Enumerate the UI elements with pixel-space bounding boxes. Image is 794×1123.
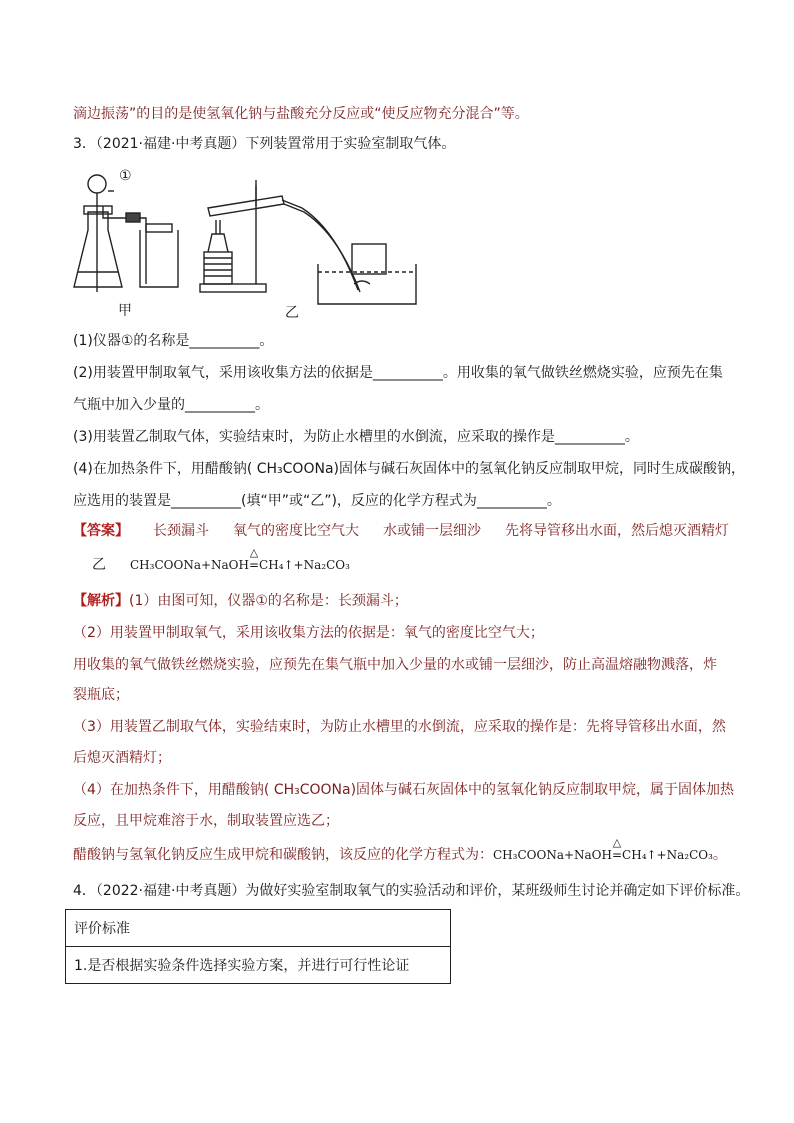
- table-row: [66, 910, 451, 947]
- answer-2: 氧气的密度比空气大: [233, 523, 359, 539]
- analysis-line-4: 裂瓶底；: [73, 687, 129, 703]
- fig-label-yi: 乙: [285, 305, 299, 321]
- analysis-line-3: 用收集的氧气做铁丝燃烧实验，应预先在集气瓶中加入少量的水或铺一层细沙，防止高温熔融物溅落，炸: [73, 657, 717, 673]
- equation-left: CH₃COONa+NaOH: [130, 558, 249, 572]
- analysis-line-5: （3）用装置乙制取气体，实验结束时，为防止水槽里的水倒流，应采取的操作是：先将导管移出水面，然: [73, 719, 726, 735]
- q3-part4-line1: (4)在加热条件下，用醋酸钠( CH₃COONa)固体与碱石灰固体中的氢氧化钠反应制取甲烷，同时生成碳酸钠，: [73, 461, 745, 477]
- analysis-heat-condition: △: [612, 836, 622, 849]
- analysis-label: 【解析】: [73, 593, 129, 609]
- heat-condition: △: [249, 546, 259, 559]
- answer-1: 长颈漏斗: [153, 523, 209, 539]
- criteria-table: [65, 909, 451, 984]
- answer-4: 先将导管移出水面，然后熄灭酒精灯: [505, 523, 729, 539]
- equation-right: CH₄↑+Na₂CO₃: [259, 558, 350, 572]
- analysis-equation-right: CH₄↑+Na₂CO₃: [622, 848, 713, 862]
- q3-part2-line1: (2)用装置甲制取氧气，采用该收集方法的依据是__________。用收集的氧气做铁丝燃烧实验，应预先在集: [73, 365, 723, 381]
- analysis-line-6: 后熄灭酒精灯；: [73, 750, 171, 766]
- analysis-line-7: （4）在加热条件下，用醋酸钠( CH₃COONa)固体与碱石灰固体中的氢氧化钠反应制取甲烷，属于固体加热: [73, 782, 735, 798]
- analysis-text-9: 醋酸钠与氢氧化钠反应生成甲烷和碳酸钠，该反应的化学方程式为：: [73, 847, 493, 863]
- table-cell: 评价标准: [66, 910, 451, 947]
- analysis-line-2: （2）用装置甲制取氧气，采用该收集方法的依据是：氧气的密度比空气大；: [73, 625, 544, 641]
- table-cell: 1.是否根据实验条件选择实验方案，并进行可行性论证: [66, 947, 451, 984]
- question-3-header: 3．（2021·福建·中考真题）下列装置常用于实验室制取气体。: [73, 136, 456, 152]
- analysis-end-mark: 。: [712, 847, 727, 863]
- analysis-text-1: (1）由图可知，仪器①的名称是：长颈漏斗；: [129, 593, 408, 609]
- analysis-line-9: 醋酸钠与氢氧化钠反应生成甲烷和碳酸钠，该反应的化学方程式为：CH₃COONa+NaOH= △ CH₄↑+Na₂CO₃。: [73, 845, 727, 865]
- analysis-line-8: 反应，且甲烷难溶于水，制取装置应选乙；: [73, 813, 339, 829]
- answer-3: 水或铺一层细沙: [383, 523, 481, 539]
- apparatus-figure: [70, 168, 430, 326]
- answer-line: [73, 521, 729, 541]
- text-line: 滴边振荡”的目的是使氢氧化钠与盐酸充分反应或“使反应物充分混合”等。: [73, 106, 529, 122]
- analysis-equation-left: CH₃COONa+NaOH: [493, 848, 612, 862]
- answer-5: 乙: [92, 557, 106, 573]
- q3-part4-line2: 应选用的装置是__________(填“甲”或“乙”)，反应的化学方程式为__________。: [73, 493, 561, 509]
- q3-part2-line2: 气瓶中加入少量的__________。: [73, 397, 269, 413]
- answer-label: 【答案】: [73, 523, 129, 539]
- question-4-header: 4．（2022·福建·中考真题）为做好实验室制取氧气的实验活动和评价，某班级师生讨论并确定如下评价标准。: [73, 883, 750, 899]
- q3-part3: (3)用装置乙制取气体，实验结束时，为防止水槽里的水倒流，应采取的操作是__________。: [73, 429, 639, 445]
- analysis-line-1: [73, 591, 408, 611]
- table-row: [66, 947, 451, 984]
- fig-label-jia: 甲: [118, 303, 132, 319]
- answer-line-2: 乙 CH₃COONa+NaOH= △ CH₄↑+Na₂CO₃: [92, 555, 350, 575]
- fig-label-circle: ①: [119, 168, 132, 184]
- q3-part1: (1)仪器①的名称是__________。: [73, 333, 274, 349]
